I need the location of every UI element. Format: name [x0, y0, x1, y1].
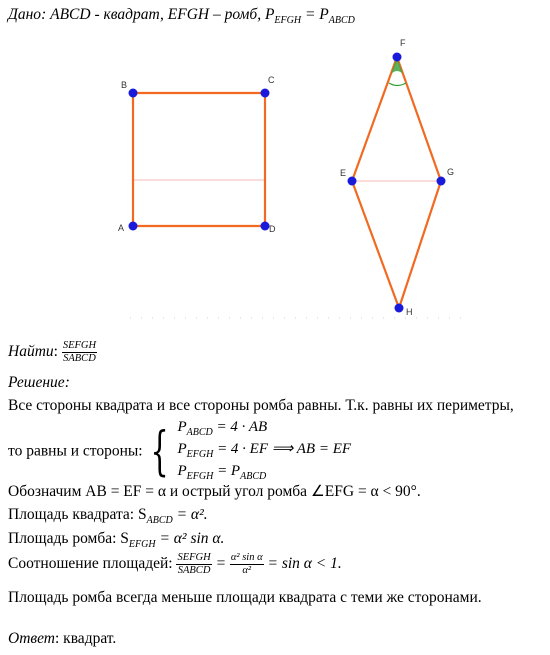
angle-label: α: [395, 72, 400, 79]
line2-prefix: то равны и стороны:: [8, 442, 143, 460]
system-brace: {: [149, 422, 169, 482]
given-sub1: EFGH: [274, 15, 302, 27]
find-label: Найти: [8, 343, 54, 361]
geometry-figure: [0, 30, 550, 360]
ratio-fraction: $\frac{\text{SEFGH}}{\text{SABCD}}$: [177, 552, 211, 576]
solution-line2: [8, 419, 351, 485]
square-sides: [133, 93, 265, 226]
given-sub2: ABCD: [328, 15, 355, 27]
label-a: A: [118, 223, 125, 233]
solution-line4: Площадь квадрата: $S_{ABCD} = \alpha^2$.: [8, 506, 208, 527]
given-label: Дано: [8, 6, 42, 23]
label-h: H: [406, 307, 413, 317]
solution-line1: Все стороны квадрата и все стороны ромба равны. Т.к. равны их периметры,: [8, 397, 514, 414]
label-d: D: [269, 224, 276, 234]
answer-text: : квадрат.: [54, 630, 117, 647]
find-line: Найти: $\frac{\text{SEFGH}}{\text{SABCD}}$: [8, 340, 97, 364]
point-e: [348, 177, 357, 186]
point-h: [395, 304, 404, 313]
label-b: B: [121, 80, 128, 90]
label-g: G: [447, 167, 455, 177]
point-c: [261, 89, 270, 98]
solution-line3: Обозначим AB = EF = α и острый угол ромба ∠EFG = α < 90°.: [8, 483, 421, 500]
rhombus-efgh: [340, 38, 454, 317]
find-den: SABCD: [63, 353, 96, 364]
point-a: [129, 222, 138, 231]
square-abcd: [118, 75, 276, 234]
sys-row-2: $P_{EFGH} = 4$ · EF ⟹ AB = EF: [177, 441, 352, 460]
solution-line5: Площадь ромба: $S_{EFGH} = \alpha^2$ sin α.: [8, 530, 225, 551]
label-c: C: [268, 75, 275, 85]
find-fraction: [62, 340, 97, 365]
solution-line7: Площадь ромба всегда меньше площади квадрата с теми же сторонами.: [8, 589, 482, 606]
answer-label: Ответ: [8, 630, 55, 647]
given-text: : ABCD - квадрат, EFGH – ромб, P: [41, 6, 275, 23]
given-eq: = P: [301, 6, 329, 23]
sys-row-3: $P_{EFGH} = P_{ABCD}$: [177, 463, 267, 482]
solution-line6: Соотношение площадей: $\frac{\text{SEFGH}}{\text{SABCD}}$ = $\frac{\text{α² sin α}}{\text{α²}}$ = sin α < 1.: [8, 552, 342, 576]
point-f: [393, 53, 402, 62]
label-f: F: [400, 38, 406, 48]
sys-row-1: $P_{ABCD} = 4$ · AB: [177, 419, 268, 438]
angle-arc: [389, 83, 406, 86]
rhombus-sides: [352, 57, 441, 308]
label-e: E: [340, 168, 347, 178]
ratio-fraction-2: $\frac{\text{α² sin α}}{\text{α²}}$: [230, 552, 263, 576]
answer-line: [8, 630, 116, 648]
find-num: SEFGH: [62, 340, 97, 351]
solution-label: Решение:: [8, 374, 70, 391]
point-b: [129, 89, 138, 98]
equation-system: [173, 419, 351, 485]
point-g: [437, 177, 446, 186]
given-line: [8, 6, 355, 26]
